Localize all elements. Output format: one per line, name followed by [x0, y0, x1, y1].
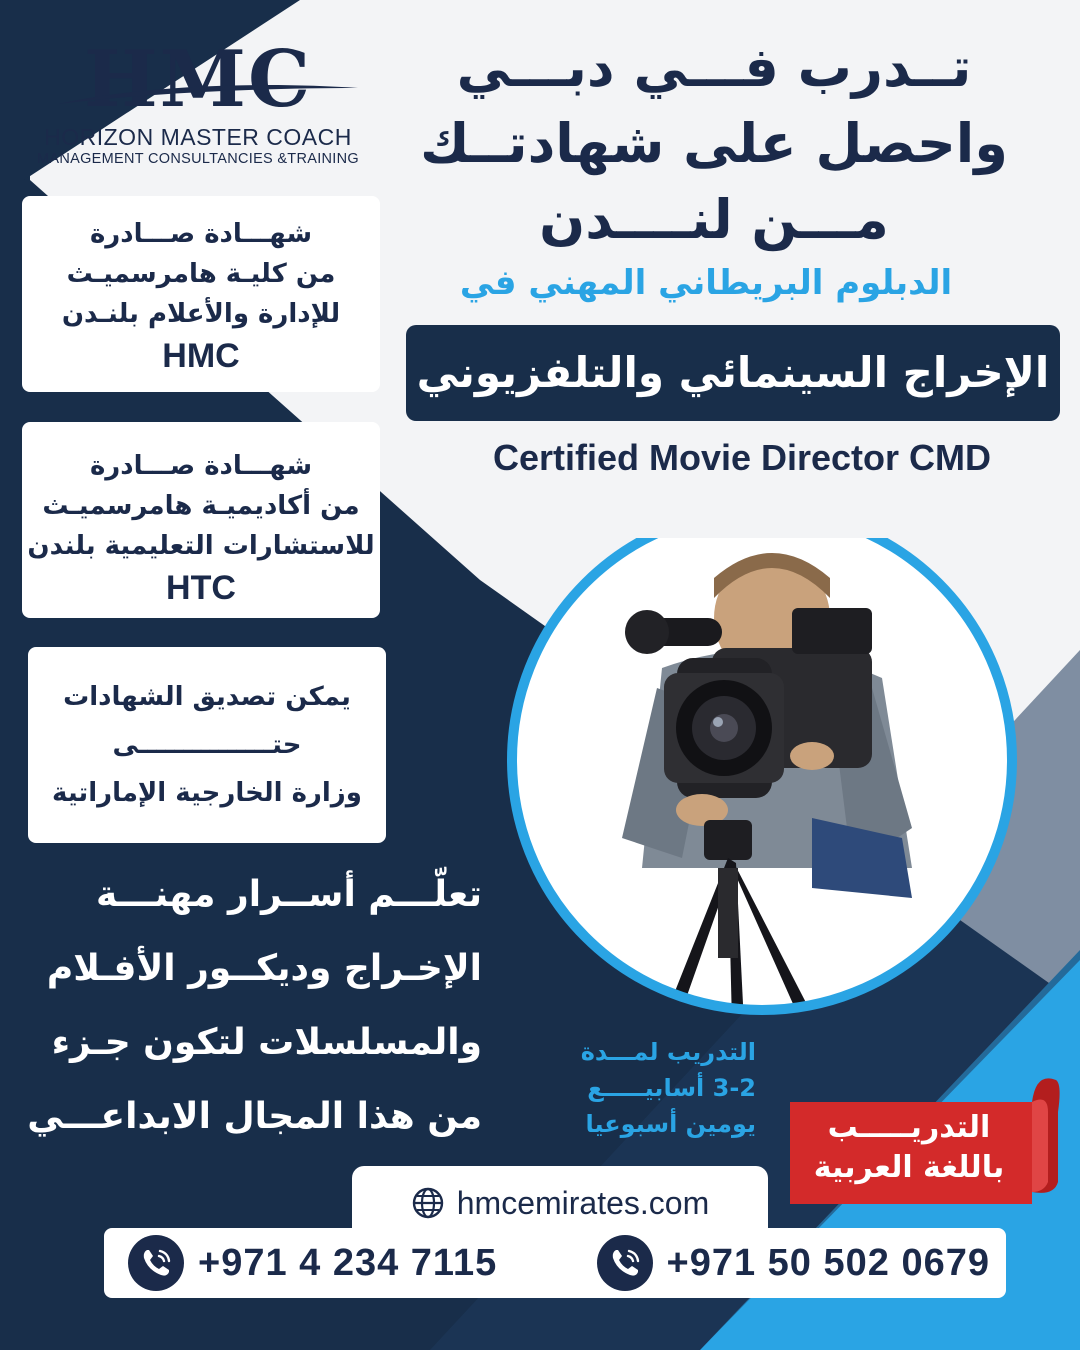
attestation-card	[28, 647, 386, 843]
card-abbreviation: HTC	[166, 569, 236, 607]
logo-swoosh-icon	[58, 78, 358, 108]
training-duration	[520, 1034, 756, 1142]
ribbon-text	[786, 1108, 1032, 1188]
brand-logo	[28, 34, 368, 167]
card-line: وزارة الخارجية الإماراتية	[52, 778, 362, 808]
card-line: للاستشارات التعليمية بلندن	[27, 531, 375, 561]
certificate-card-htc	[22, 422, 380, 618]
program-title: الإخراج السينمائي والتلفزيوني	[406, 325, 1060, 421]
phone-icon	[597, 1235, 653, 1291]
ribbon-line: التدريـــــب	[827, 1110, 991, 1145]
card-line: من كليـة هامرسميـث	[66, 259, 336, 289]
card-line: يمكن تصديق الشهادات	[63, 682, 351, 712]
card-abbreviation: HMC	[162, 337, 240, 375]
phone-contact-mobile[interactable]	[597, 1235, 990, 1291]
brand-name: HORIZON MASTER COACH	[44, 124, 352, 150]
duration-line: 3-2 أسابيـــــع	[587, 1074, 756, 1102]
program-english-title: Certified Movie Director CMD	[492, 437, 992, 478]
subheading: الدبلوم البريطاني المهني في	[459, 263, 953, 303]
logo-mark: HMC	[83, 34, 313, 125]
phone-number: +971 50 502 0679	[666, 1241, 990, 1284]
phone-icon	[128, 1235, 184, 1291]
duration-line: التدريب لمـــدة	[580, 1038, 756, 1066]
headline-line: مـــن لنــــدن	[539, 188, 889, 251]
card-line: حتـــــــــــــــى	[112, 730, 302, 760]
brand-subtitle: MANAGEMENT CONSULTANCIES &TRAINING	[37, 151, 359, 167]
phone-contact-landline[interactable]	[128, 1235, 497, 1291]
headline-line: تــدرب فـــي دبـــي	[456, 36, 972, 99]
learn-line: من هذا المجال الابداعـــي	[27, 1096, 482, 1137]
card-line: للإدارة والأعلام بلنـدن	[61, 299, 341, 329]
card-line: من أكاديميـة هامرسميـث	[42, 491, 360, 521]
certificate-card-hmc	[22, 196, 380, 392]
website-text: hmcemirates.com	[456, 1184, 710, 1221]
learn-line: الإخـراج وديكــور الأفـلام	[46, 948, 482, 989]
headline	[414, 30, 1014, 258]
learn-line: والمسلسلات لتكون جـزء	[51, 1022, 482, 1063]
duration-line: يومين أسبوعيا	[585, 1110, 756, 1138]
phone-number: +971 4 234 7115	[198, 1241, 498, 1284]
card-line: شهـــادة صـــادرة	[89, 219, 313, 249]
learn-line: تعلّـــم أســرار مهنـــة	[95, 874, 482, 915]
headline-line: واحصل على شهادتــك	[420, 112, 1008, 175]
globe-icon	[411, 1186, 445, 1220]
learn-statement	[22, 858, 482, 1154]
phone-bar	[104, 1228, 1006, 1298]
arabic-language-ribbon	[786, 1072, 1062, 1204]
ribbon-line: باللغة العربية	[813, 1150, 1005, 1185]
card-line: شهـــادة صـــادرة	[89, 451, 313, 481]
camera-operator-photo	[482, 538, 1042, 1024]
